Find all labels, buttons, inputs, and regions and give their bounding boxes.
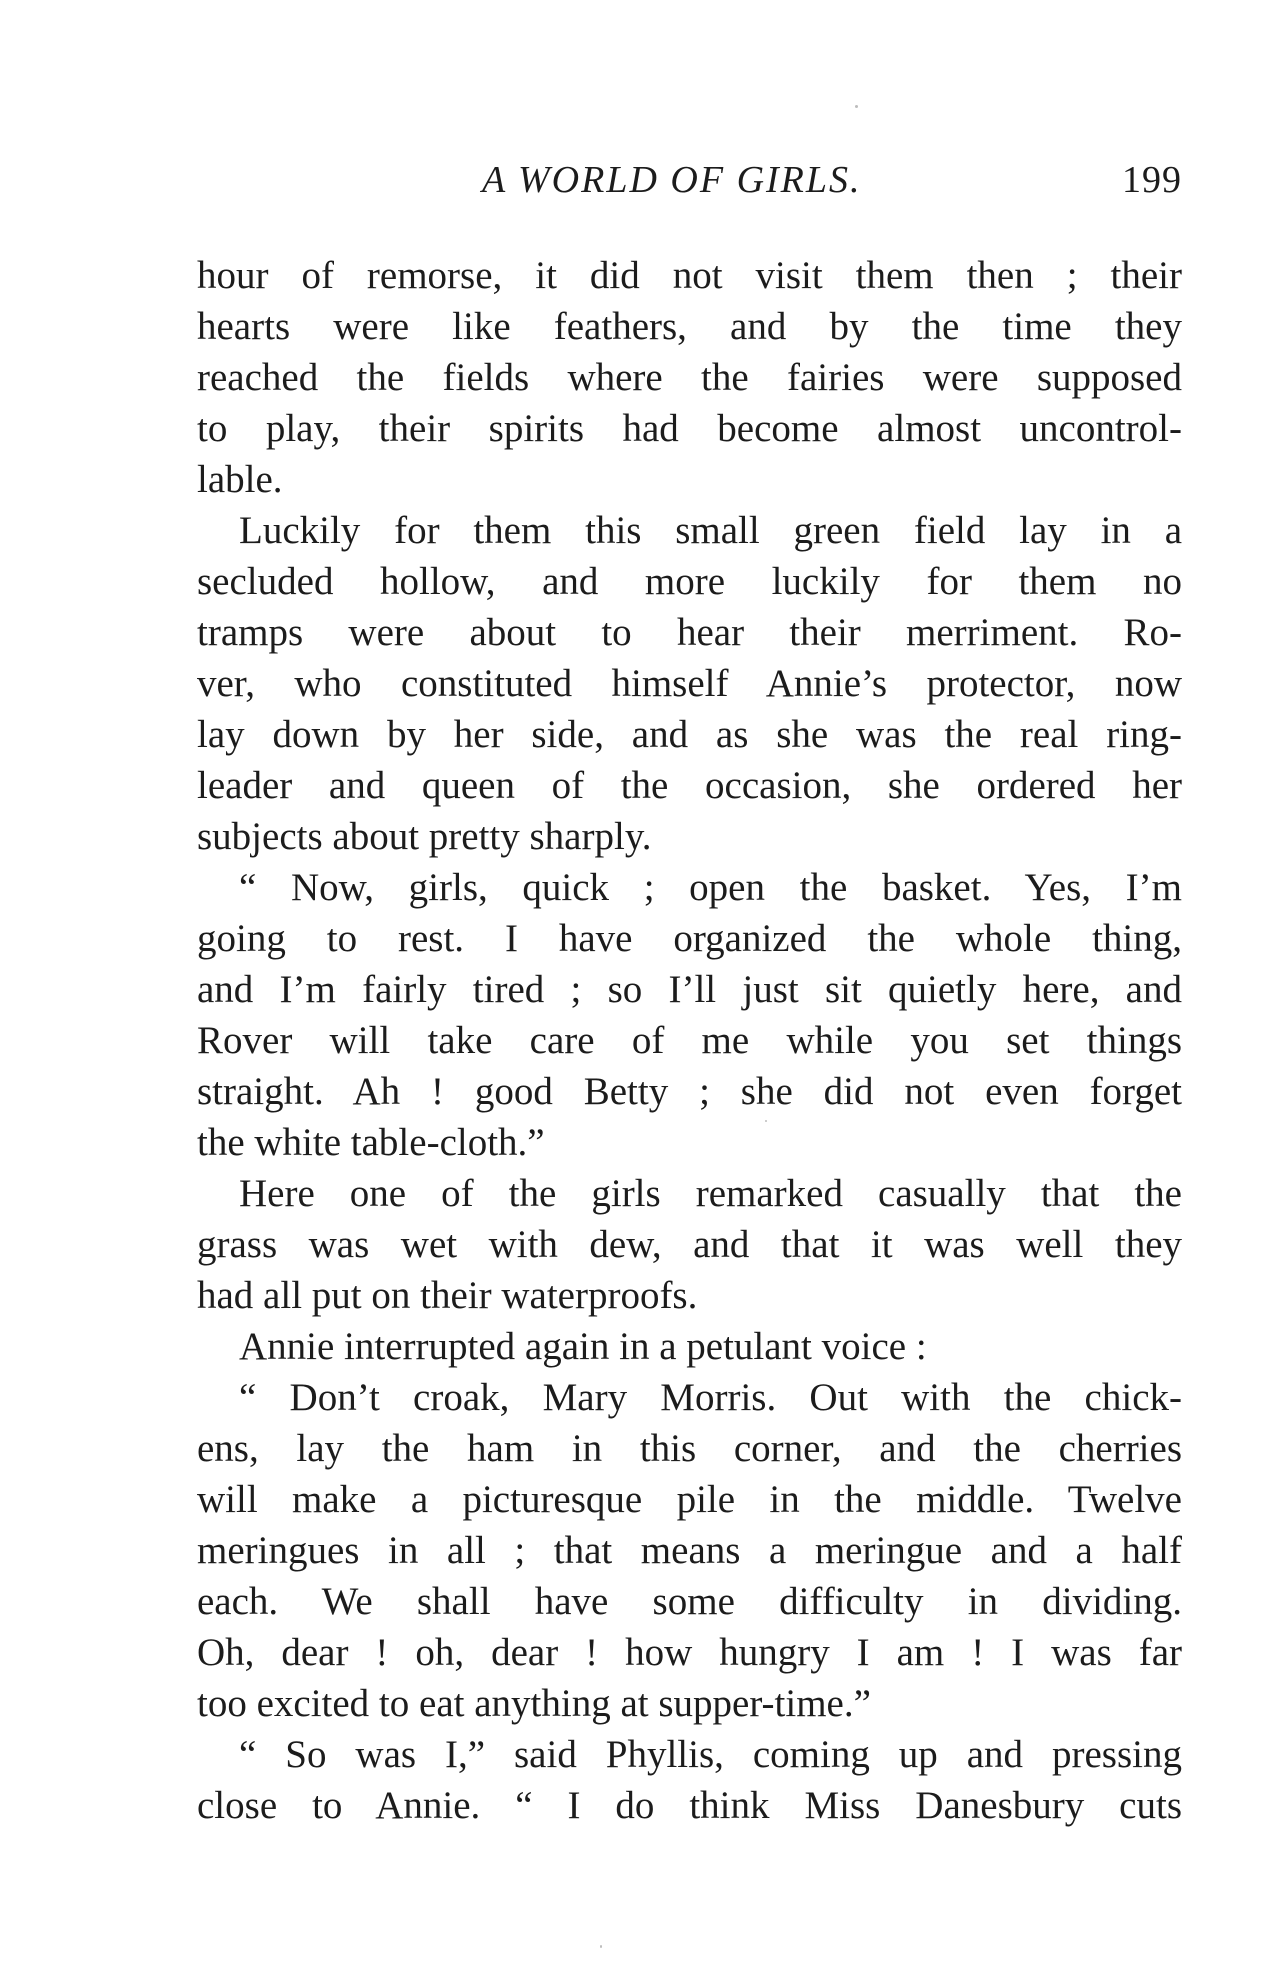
page-header [197,158,1182,218]
text-line: meringues in all ; that means a meringue and a half [197,1529,1182,1572]
text-line: ver, who constituted himself Annie’s protector, now [197,662,1182,705]
text-line: “ Now, girls, quick ; open the basket. Yes, I’m [239,866,1182,909]
body-text [197,250,1182,1831]
text-line: Annie interrupted again in a petulant voice : [239,1325,927,1368]
paper-speck [765,1120,767,1122]
text-line: Oh, dear ! oh, dear ! how hungry I am ! I was far [197,1631,1182,1674]
text-line: Rover will take care of me while you set things [197,1019,1182,1062]
text-line: and I’m fairly tired ; so I’ll just sit quietly here, and [197,968,1182,1011]
text-line: subjects about pretty sharply. [197,815,652,858]
text-line: secluded hollow, and more luckily for them no [197,560,1182,603]
text-line: “ Don’t croak, Mary Morris. Out with the chick- [239,1376,1182,1419]
text-line: ens, lay the ham in this corner, and the cherries [197,1427,1182,1470]
page-number: 199 [1122,159,1182,201]
running-title: A WORLD OF GIRLS. [482,159,862,201]
text-line: leader and queen of the occasion, she ordered her [197,764,1182,807]
text-line: lable. [197,458,283,501]
text-line: will make a picturesque pile in the middle. Twelve [197,1478,1182,1521]
text-line: to play, their spirits had become almost uncontrol- [197,407,1182,450]
text-line: reached the fields where the fairies were supposed [197,356,1182,399]
text-line: hearts were like feathers, and by the time they [197,305,1182,348]
text-line: grass was wet with dew, and that it was well they [197,1223,1182,1266]
text-line: “ So was I,” said Phyllis, coming up and pressing [239,1733,1182,1776]
text-line: close to Annie. “ I do think Miss Danesbury cuts [197,1784,1182,1827]
text-line: Here one of the girls remarked casually that the [239,1172,1182,1215]
paper-speck [600,1945,602,1948]
text-line: too excited to eat anything at supper-time.” [197,1682,871,1725]
text-line: straight. Ah ! good Betty ; she did not even forget [197,1070,1182,1113]
text-line: going to rest. I have organized the whole thing, [197,917,1182,960]
text-line: each. We shall have some difficulty in dividing. [197,1580,1182,1623]
paper-speck [855,105,858,108]
text-line: hour of remorse, it did not visit them then ; their [197,254,1182,297]
text-line: had all put on their waterproofs. [197,1274,698,1317]
text-line: Luckily for them this small green field lay in a [239,509,1182,552]
text-line: the white table-cloth.” [197,1121,545,1164]
text-line: lay down by her side, and as she was the real ring- [197,713,1182,756]
text-line: tramps were about to hear their merriment. Ro- [197,611,1182,654]
